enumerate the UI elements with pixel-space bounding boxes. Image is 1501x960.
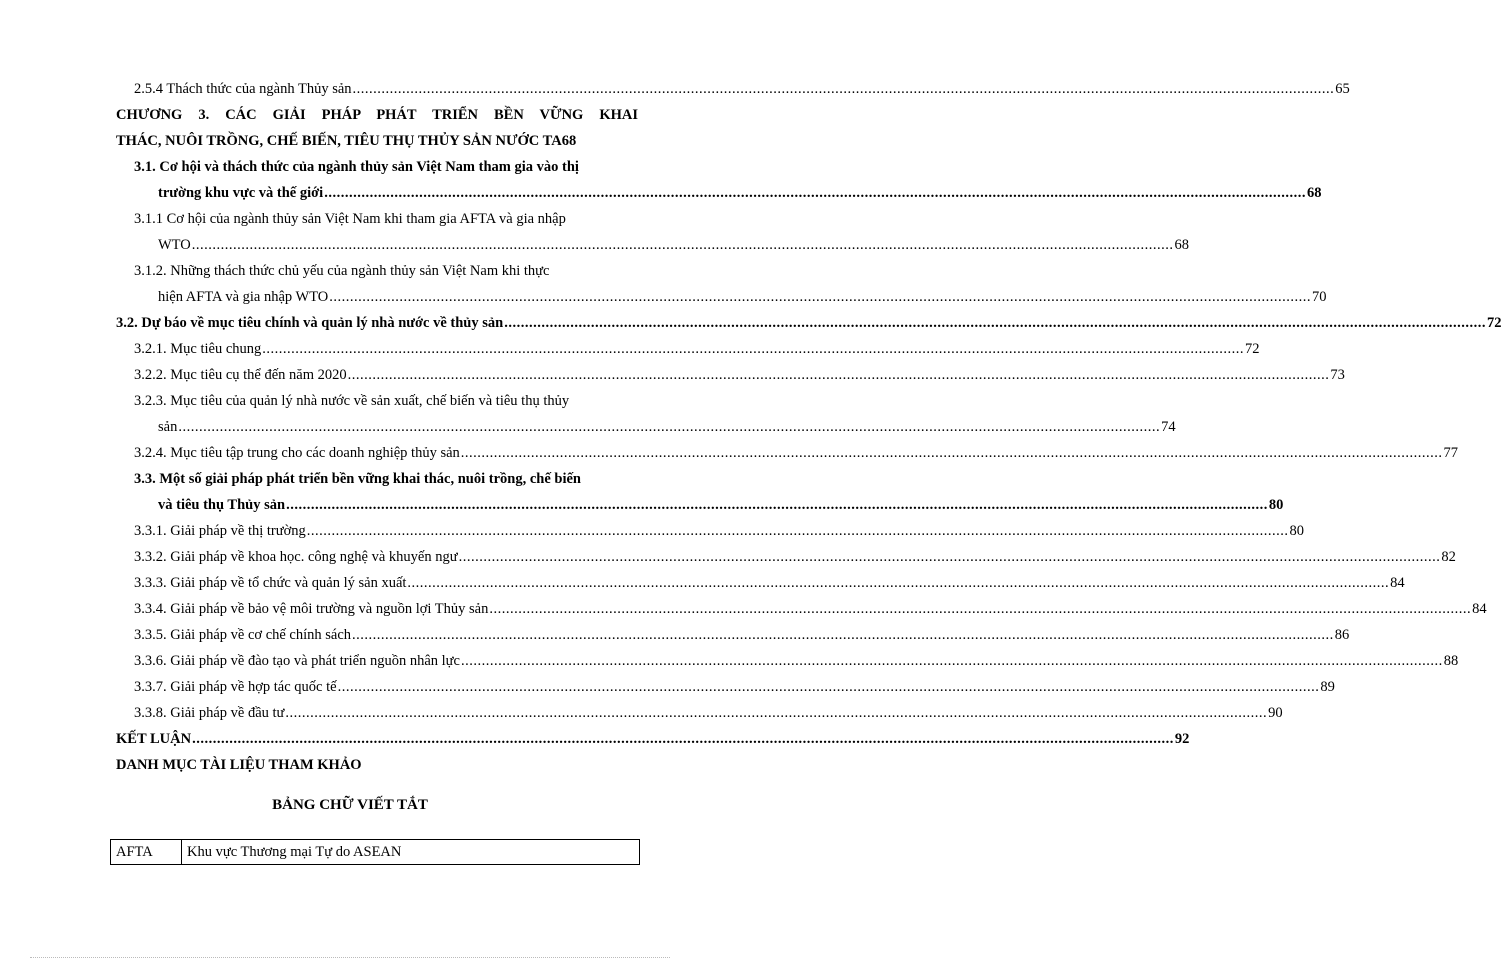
toc-entry-3-2[interactable] [116,310,1501,336]
abbreviation-cell: AFTA [111,840,182,865]
toc-entry-text: 3.2.4. Mục tiêu tập trung cho các doanh nghiệp thủy sản [134,445,460,461]
toc-entry-3-3-7[interactable] [116,674,1335,700]
meaning-cell: Khu vực Thương mại Tự do ASEAN [182,840,640,865]
toc-entry-3-2-2[interactable] [116,362,1345,388]
toc-entry-text: 3.2.2. Mục tiêu cụ thể đến năm 2020 [134,367,347,383]
toc-entry-3-3-5[interactable] [116,622,1350,648]
toc-page-number: 90 [1268,705,1283,721]
toc-entry-text: 3.3.7. Giải pháp về hợp tác quốc tế [134,679,337,695]
toc-entry-text: 3.2. Dự báo về mục tiêu chính và quản lý nhà nước về thủy sản [116,315,504,331]
toc-page-number: 68 [1174,237,1190,253]
toc-entry-text: 3.3.6. Giải pháp về đào tạo và phát triển nguồn nhân lực [134,653,460,669]
toc-entry-3-1-2[interactable] [116,258,1327,310]
toc-entry-text: KẾT LUẬN [116,731,192,747]
toc-entry-text: 3.3. Một số giải pháp phát triển bền vững khai thác, nuôi trồng, chế biến [134,471,581,487]
toc-entry-text: DANH MỤC TÀI LIỆU THAM KHẢO [116,757,362,773]
toc-page-number: 80 [1268,497,1284,513]
toc-entry-3-2-1[interactable] [116,336,1260,362]
toc-entry-text: sản [158,419,178,435]
toc-entry-text: WTO [158,237,191,253]
toc-page-number: 84 [1472,601,1487,617]
toc-entry-text: 3.3.5. Giải pháp về cơ chế chính sách [134,627,352,643]
toc-page-number: 72 [1245,341,1260,357]
toc-entry-3-2-3[interactable] [116,388,1176,440]
toc-page-number: 74 [1161,419,1176,435]
toc-entry-text: 3.3.8. Giải pháp về đầu tư [134,705,285,721]
toc-page-number: 82 [1441,549,1456,565]
toc-page-number: 77 [1443,445,1459,461]
table-row [111,840,640,865]
toc-entry-chapter-3[interactable] [116,102,638,154]
toc-entry-3-3-1[interactable] [116,518,1305,544]
toc-entry-text: 3.2.1. Mục tiêu chung [134,341,262,357]
toc-entry-3-3-6[interactable] [116,648,1459,674]
toc-entry-text: THÁC, NUÔI TRỒNG, CHẾ BIẾN, TIÊU THỤ THỦY SẢN NƯỚC TA [116,133,562,149]
toc-page-number: 89 [1320,679,1335,695]
abbreviations-table [110,839,640,865]
toc-page-number: 86 [1334,627,1350,643]
toc-entry-3-1[interactable] [116,154,1322,206]
toc-entry-text: 3.3.3. Giải pháp về tổ chức và quản lý sản xuất [134,575,407,591]
toc-page-number: 68 [1306,185,1322,201]
toc-entry-text: 3.1. Cơ hội và thách thức của ngành thủy sản Việt Nam tham gia vào thị [134,159,579,175]
toc-page-number: 68 [561,133,577,149]
toc-page-number: 84 [1390,575,1405,591]
toc-entry-text: hiện AFTA và gia nhập WTO [158,289,329,305]
toc-entry-3-3-4[interactable] [116,596,1487,622]
toc-page-number: 70 [1312,289,1327,305]
toc-entry-text: CHƯƠNG 3. CÁC GIẢI PHÁP PHÁT TRIỂN BỀN VỮNG KHAI [116,107,638,123]
toc-entry-3-3-2[interactable] [116,544,1456,570]
toc-page-number: 88 [1443,653,1459,669]
toc-entry-2-5-4[interactable] [116,76,1350,102]
toc-entry-3-1-1[interactable] [116,206,1190,258]
toc-entry-text: 3.2.3. Mục tiêu của quản lý nhà nước về sản xuất, chế biến và tiêu thụ thủy [134,393,570,409]
toc-entry-references[interactable] [116,752,638,778]
toc-page-number: 72 [1486,315,1501,331]
toc-entry-text: 3.3.1. Giải pháp về thị trường [134,523,306,539]
toc-entry-text: 3.3.4. Giải pháp về bảo vệ môi trường và nguồn lợi Thủy sản [134,601,489,617]
toc-entry-3-3-3[interactable] [116,570,1405,596]
toc-entry-text: 3.1.2. Những thách thức chủ yếu của ngành thủy sản Việt Nam khi thực [134,263,550,279]
abbreviations-title: BẢNG CHỮ VIẾT TẮT [272,797,428,813]
toc-entry-text: và tiêu thụ Thủy sản [158,497,286,513]
toc-entry-text: 2.5.4 Thách thức của ngành Thủy sản [134,81,352,97]
toc-entry-text: 3.3.2. Giải pháp về khoa học. công nghệ và khuyến ngư [134,549,458,565]
toc-page-number: 73 [1330,367,1345,383]
table-of-contents [116,76,1501,778]
toc-entry-3-2-4[interactable] [116,440,1459,466]
toc-entry-text: trường khu vực và thế giới [158,185,324,201]
toc-page-number: 92 [1174,731,1190,747]
toc-entry-text: 3.1.1 Cơ hội của ngành thủy sản Việt Nam khi tham gia AFTA và gia nhập [134,211,566,227]
toc-page-number: 65 [1335,81,1350,97]
toc-entry-3-3[interactable] [116,466,1284,518]
toc-entry-3-3-8[interactable] [116,700,1283,726]
toc-entry-ket-luan[interactable] [116,726,1190,752]
page-divider [30,957,670,958]
toc-page-number: 80 [1289,523,1305,539]
